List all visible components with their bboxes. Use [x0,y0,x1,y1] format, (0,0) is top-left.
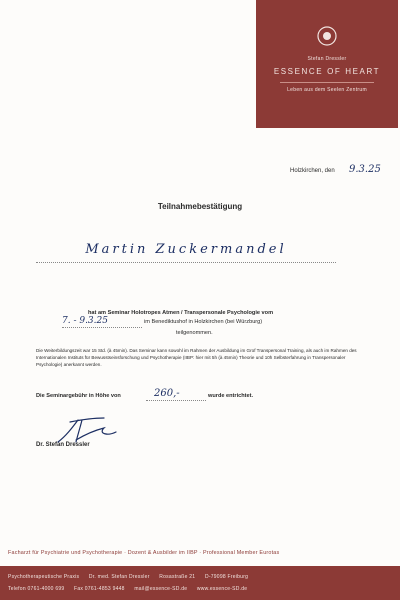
fee-suffix: wurde entrichtet. [208,393,254,399]
fee-line [36,390,366,404]
footer-tagline: Facharzt für Psychiatrie und Psychotherapie · Dozent & Ausbilder im IIBP · Professional Member Eurotas [8,550,280,556]
footer-address-row [8,574,256,580]
handwritten-seminar-dates: 7. - 9.3.25 [62,316,108,326]
logo-block [256,0,398,128]
fee-prefix: Die Seminargebühr in Höhe von [36,393,121,399]
footer-website[interactable]: www.essence-SD.de [196,586,248,592]
footer-doctor: Dr. med. Stefan Dressler [88,574,150,580]
fee-dotted-line [146,400,206,401]
footer-practice: Psychotherapeutische Praxis [8,574,80,580]
participant-name-line [36,242,336,263]
logo-brand-name: ESSENCE OF HEART [273,67,381,76]
logo-tagline: Leben aus dem Seelen Zentrum [287,87,367,93]
signer-name: Dr. Stefan Dressler [36,442,90,448]
logo-divider [280,82,374,83]
footer-email[interactable]: mail@essence-SD.de [134,586,188,592]
training-paragraph: Die Weiterbildungszeit war 15 Std. (à 45min). Das Seminar kann sowohl im Rahmen der Ausbildung im Grof Transpersonal Training, als auch im Rahmen des Internationalen Instituts für Bewusstseinsforschung und Psychotherapie (IIBP: hier mit 5h (à 45min) Theorie und 10h Selbsterfahrung in Transpersonaler Psychologie) anerkannt werden. [36,348,357,368]
seminar-location: im Benediktushof in Holzkirchen (bei Würzburg) [144,319,263,325]
place-label: Holzkirchen, den [290,168,335,174]
place-date [260,165,400,183]
participant-name: Martin Zuckermandel [85,242,287,257]
handwritten-fee-amount: 260,- [154,388,180,399]
dates-dotted-line [62,327,142,328]
logo-top-text: Stefan Dressler [307,56,347,62]
participated-text: teilgenommen. [176,330,213,336]
document-title: Teilnahmebestätigung [157,202,243,211]
seminar-line: hat am Seminar Holotropes Atmen / Transpersonale Psychologie vom [88,310,274,316]
footer-bar [0,566,400,600]
heart-emblem-icon [315,24,339,48]
footer-city: D-79098 Freiburg [204,574,249,580]
footer-street: Rosastraße 21 [159,574,196,580]
footer-phone: Telefon 0761-4000 699 [8,586,65,592]
footer-contact-row [8,586,255,592]
footer-fax: Fax 0761-4853 9448 [74,586,125,592]
seminar-dates-location [62,316,362,328]
handwritten-date: 9.3.25 [349,164,381,175]
